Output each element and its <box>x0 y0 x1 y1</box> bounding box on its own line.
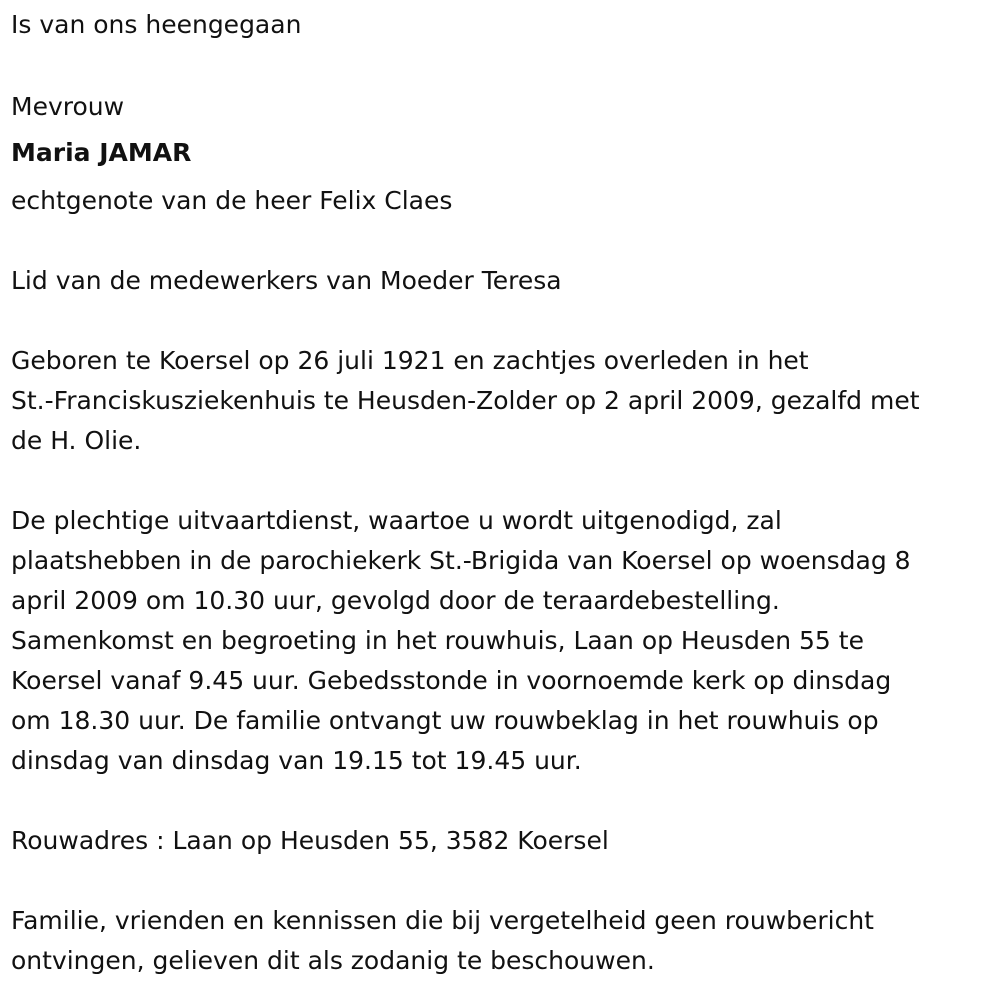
funeral-line: om 18.30 uur. De familie ontvangt uw rouwbeklag in het rouwhuis op <box>11 706 879 735</box>
funeral-paragraph <box>11 501 986 781</box>
address-paragraph <box>11 821 986 861</box>
funeral-line: Koersel vanaf 9.45 uur. Gebedsstonde in voornoemde kerk op dinsdag <box>11 666 892 695</box>
funeral-line: Samenkomst en begroeting in het rouwhuis, Laan op Heusden 55 te <box>11 626 864 655</box>
closing-line: ontvingen, gelieven dit als zodanig te beschouwen. <box>11 946 655 975</box>
closing-paragraph <box>11 901 986 981</box>
funeral-line: dinsdag van dinsdag van 19.15 tot 19.45 uur. <box>11 746 582 775</box>
deceased-name-block <box>11 85 986 225</box>
spouse-line: echtgenote van de heer Felix Claes <box>11 186 453 215</box>
membership-paragraph <box>11 261 986 301</box>
closing-line: Familie, vrienden en kennissen die bij vergetelheid geen rouwbericht <box>11 906 874 935</box>
intro-text: Is van ons heengegaan <box>11 10 302 39</box>
funeral-line: april 2009 om 10.30 uur, gevolgd door de teraardebestelling. <box>11 586 780 615</box>
birth-death-paragraph <box>11 341 986 461</box>
birth-death-line: St.-Franciskusziekenhuis te Heusden-Zolder op 2 april 2009, gezalfd met <box>11 386 920 415</box>
funeral-line: plaatshebben in de parochiekerk St.-Brigida van Koersel op woensdag 8 <box>11 546 911 575</box>
membership-text: Lid van de medewerkers van Moeder Teresa <box>11 266 562 295</box>
obituary-document <box>11 5 986 981</box>
deceased-name: Maria JAMAR <box>11 138 192 167</box>
birth-death-line: de H. Olie. <box>11 426 142 455</box>
intro-paragraph <box>11 5 986 45</box>
birth-death-line: Geboren te Koersel op 26 juli 1921 en zachtjes overleden in het <box>11 346 809 375</box>
honorific-title: Mevrouw <box>11 92 125 121</box>
mourning-address: Rouwadres : Laan op Heusden 55, 3582 Koersel <box>11 826 609 855</box>
funeral-line: De plechtige uitvaartdienst, waartoe u wordt uitgenodigd, zal <box>11 506 782 535</box>
